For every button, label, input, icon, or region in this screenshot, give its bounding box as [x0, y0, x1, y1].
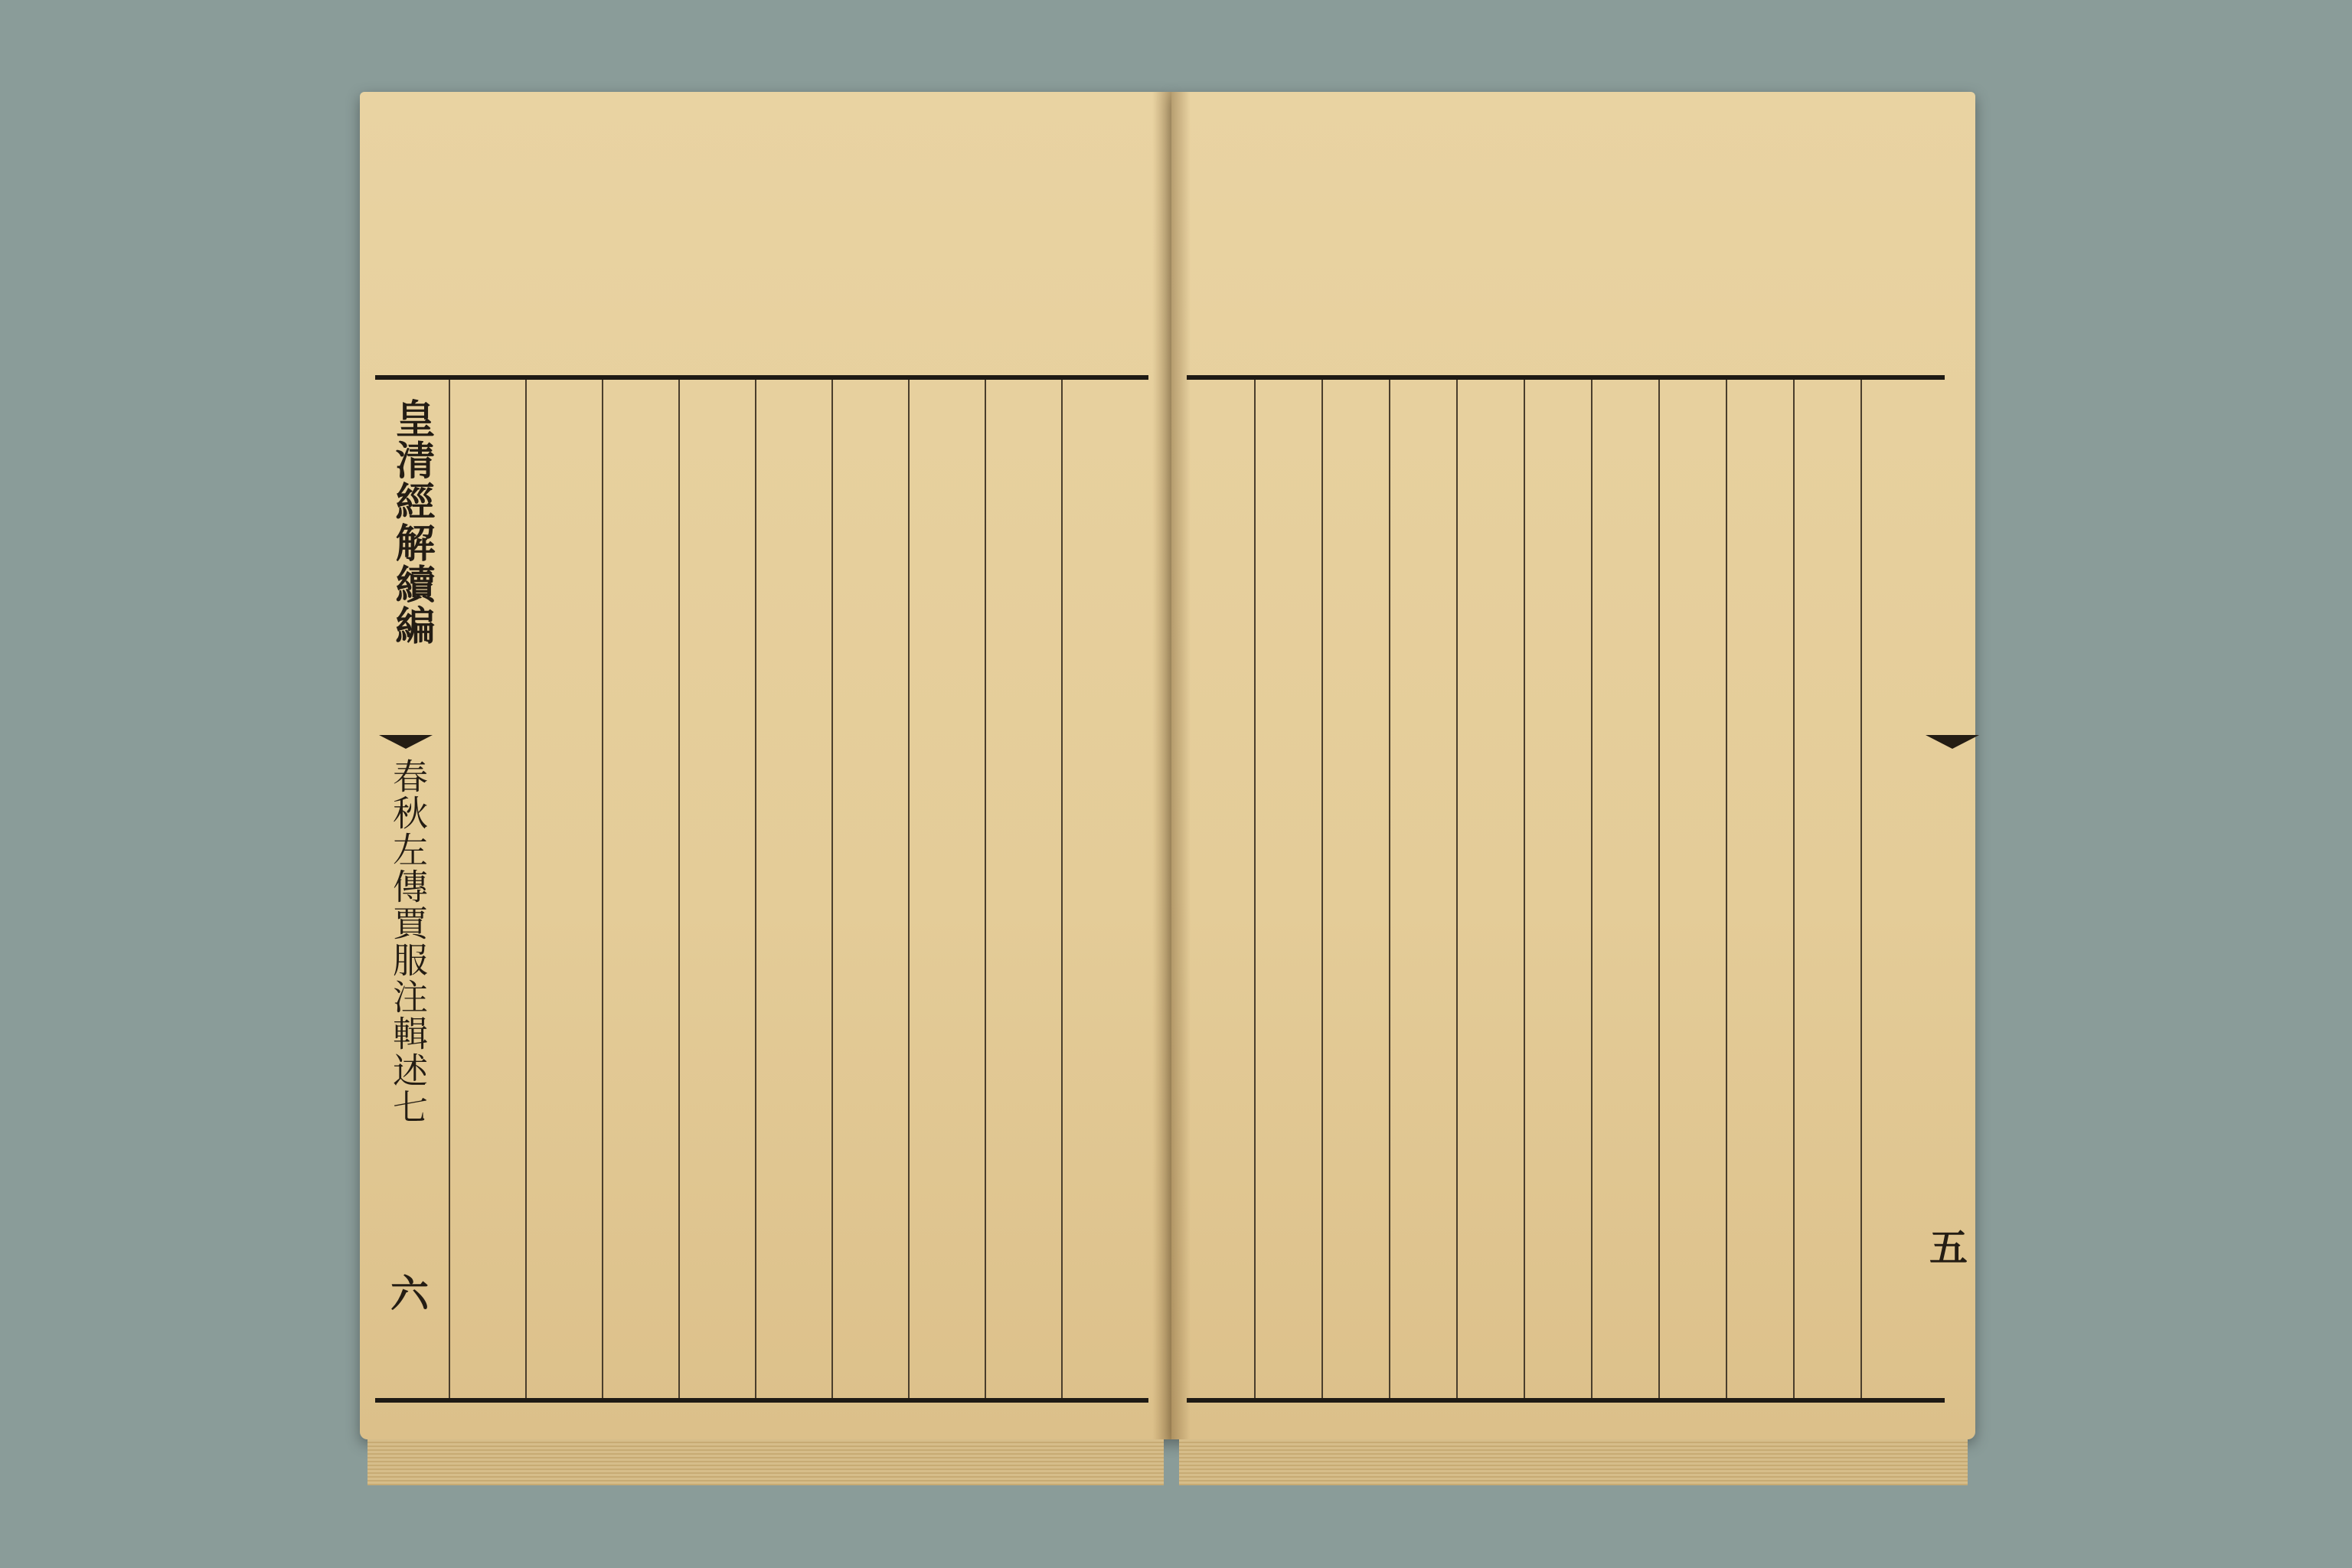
folio-title: 皇清經解續編	[388, 398, 435, 646]
folio-subtitle: 春秋左傳賈服注輯述七	[387, 758, 429, 1125]
page-number: 五	[1929, 1225, 1968, 1270]
page-edges-left	[368, 1439, 1164, 1485]
right-text-frame	[1187, 375, 1945, 1403]
right-page	[1171, 92, 1975, 1439]
left-page	[360, 92, 1171, 1439]
page-number: 六	[390, 1271, 429, 1316]
left-text-frame	[375, 375, 1148, 1403]
open-book	[360, 92, 1975, 1508]
page-edges-right	[1179, 1439, 1968, 1485]
book-gutter	[1152, 92, 1191, 1439]
